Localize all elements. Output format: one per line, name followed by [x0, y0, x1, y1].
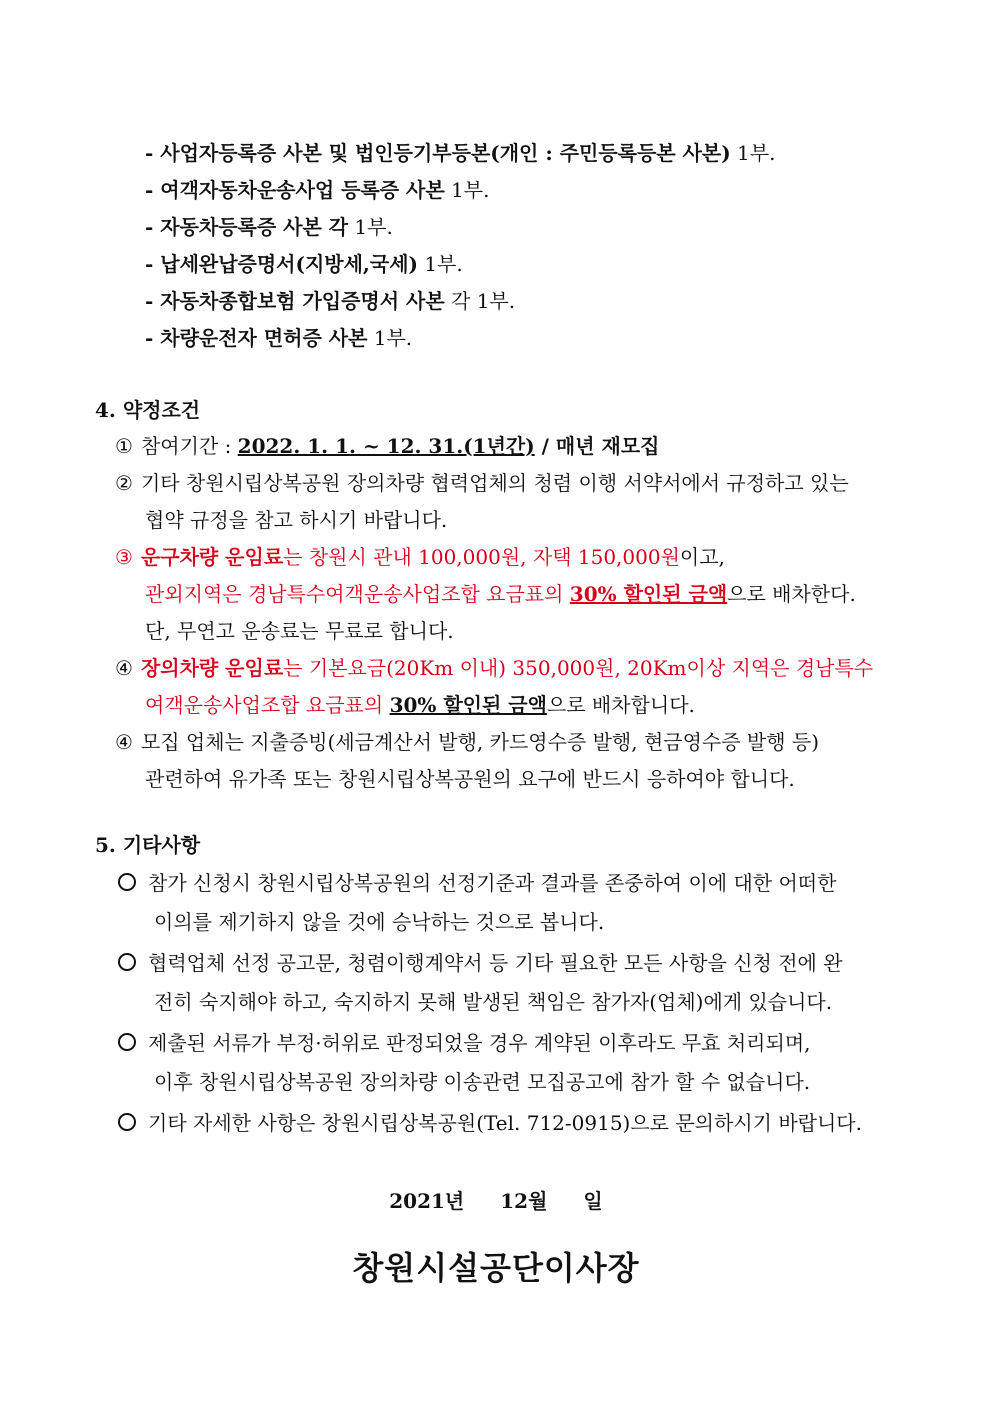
notice-item: 협력업체 선정 공고문, 청렴이행계약서 등 기타 필요한 모든 사항을 신청 전에 완 — [118, 950, 843, 976]
doc-item: - 차량운전자 면허증 사본 1부. — [145, 326, 413, 350]
notice-item-cont: 이의를 제기하지 않을 것에 승낙하는 것으로 봅니다. — [154, 910, 605, 934]
condition-item-1: ① 참여기간 : 2022. 1. 1. ~ 12. 31.(1년간) / 매년 재모집 — [115, 434, 660, 458]
section-5-heading: 5. 기타사항 — [95, 833, 201, 857]
date-month: 12월 — [500, 1189, 548, 1213]
notice-item: 기타 자세한 사항은 창원시립상복공원(Tel. 712-0915)으로 문의하시기 바랍니다. — [118, 1110, 862, 1136]
circle-bullet-icon — [118, 873, 136, 891]
circle-bullet-icon — [118, 1113, 136, 1131]
condition-item-3: ③ 운구차량 운임료는 창원시 관내 100,000원, 자택 150,000원이고, — [115, 545, 725, 569]
date-year: 2021년 — [389, 1189, 465, 1213]
condition-item-4-cont: 여객운송사업조합 요금표의 30% 할인된 금액으로 배차합니다. — [145, 693, 695, 717]
condition-item-3-note: 단, 무연고 운송료는 무료로 합니다. — [145, 619, 454, 643]
condition-item-5: ④ 모집 업체는 지출증빙(세금계산서 발행, 카드영수증 발행, 현금영수증 발행 등) — [115, 730, 820, 754]
document-date — [0, 1188, 992, 1214]
doc-item: - 자동차종합보험 가입증명서 사본 각 1부. — [145, 289, 516, 313]
notice-item: 제출된 서류가 부정·허위로 판정되었을 경우 계약된 이후라도 무효 처리되며, — [118, 1030, 811, 1056]
notice-item-cont: 전히 숙지해야 하고, 숙지하지 못해 발생된 책임은 참가자(업체)에게 있습니다. — [154, 990, 833, 1014]
doc-item: - 여객자동차운송사업 등록증 사본 1부. — [145, 178, 490, 202]
condition-item-4: ④ 장의차량 운임료는 기본요금(20Km 이내) 350,000원, 20Km이상 지역은 경남특수 — [115, 656, 874, 680]
doc-item: - 사업자등록증 사본 및 법인등기부등본(개인 : 주민등록등본 사본) 1부. — [145, 141, 776, 165]
doc-item: - 자동차등록증 사본 각 1부. — [145, 215, 393, 239]
date-day: 일 — [583, 1189, 603, 1213]
circle-bullet-icon — [118, 953, 136, 971]
condition-item-2: ② 기타 창원시립상복공원 장의차량 협력업체의 청렴 이행 서약서에서 규정하고 있는 — [115, 471, 849, 495]
condition-item-2-cont: 협약 규정을 참고 하시기 바랍니다. — [145, 508, 448, 532]
notice-item: 참가 신청시 창원시립상복공원의 선정기준과 결과를 존중하여 이에 대한 어떠한 — [118, 870, 836, 896]
doc-item: - 납세완납증명서(지방세,국세) 1부. — [145, 252, 463, 276]
condition-item-3-cont: 관외지역은 경남특수여객운송사업조합 요금표의 30% 할인된 금액으로 배차한다. — [145, 582, 856, 606]
circle-bullet-icon — [118, 1033, 136, 1051]
notice-item-cont: 이후 창원시립상복공원 장의차량 이송관련 모집공고에 참가 할 수 없습니다. — [154, 1070, 811, 1094]
condition-item-5-cont: 관련하여 유가족 또는 창원시립상복공원의 요구에 반드시 응하여야 합니다. — [145, 767, 795, 791]
section-4-heading: 4. 약정조건 — [95, 398, 201, 422]
issuer-signature: 창원시설공단이사장 — [352, 1249, 640, 1287]
